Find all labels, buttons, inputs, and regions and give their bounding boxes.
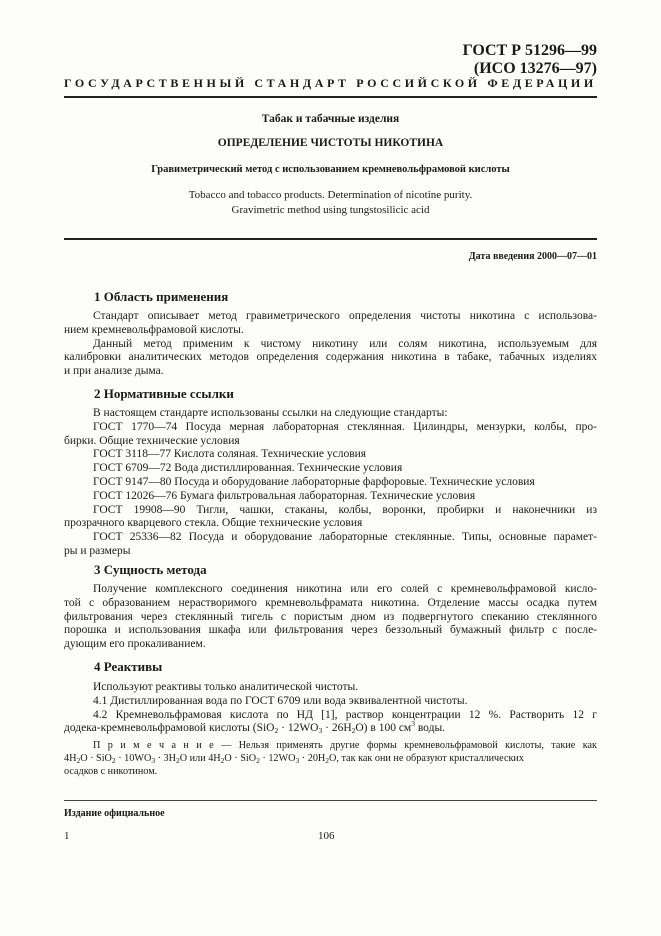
section-1-line: калибровки аналитических методов определения содержания никотина в табаке, табачных изделиях xyxy=(64,351,597,364)
note-line xyxy=(64,739,597,752)
section-4-line-formula xyxy=(64,719,597,736)
formula-text: · 12WO xyxy=(278,722,319,735)
doc-title-line1: Табак и табачные изделия xyxy=(261,113,400,125)
section-4-note xyxy=(64,739,597,778)
formula-text: воды. xyxy=(414,722,446,735)
note-line: осадков с никотином. xyxy=(64,766,158,777)
section-4-line: 4.1 Дистиллированная вода по ГОСТ 6709 или вода эквивалентной чистоты. xyxy=(93,694,468,707)
standard-number-gost: ГОСТ Р 51296—99 xyxy=(462,42,597,59)
section-4-heading: 4 Реактивы xyxy=(94,659,163,674)
section-2-line: ры и размеры xyxy=(64,544,131,557)
introduction-date: Дата введения 2000—07—01 xyxy=(468,251,597,262)
subscript: 2 xyxy=(176,756,180,765)
formula-text: O или 4H xyxy=(179,753,221,764)
subscript: 2 xyxy=(111,756,116,765)
note-label: П р и м е ч а н и е — xyxy=(93,740,239,751)
formula-text: · 26H xyxy=(322,722,352,735)
state-standard-title: ГОСУДАРСТВЕННЫЙ СТАНДАРТ РОССИЙСКОЙ ФЕДЕРАЦИИ xyxy=(64,76,597,90)
section-1-body xyxy=(64,310,597,379)
doc-title-line3: Гравиметрический метод с использованием кремневольфрамовой кислоты xyxy=(151,164,510,175)
note-line-formula xyxy=(64,752,597,765)
superscript: 3 xyxy=(411,719,415,729)
section-2-line: ГОСТ 19908—90 Тигли, чашки, стаканы, колбы, воронки, пробирки и наконечники из xyxy=(93,503,597,516)
subscript: 2 xyxy=(256,756,260,765)
subscript: 3 xyxy=(318,726,323,736)
section-2-line: ГОСТ 6709—72 Вода дистиллированная. Технические условия xyxy=(93,462,403,475)
section-1-line: Стандарт описывает метод гравиметрического определения чистоты никотина с использова- xyxy=(93,310,597,322)
section-2-line: ГОСТ 12026—76 Бумага фильтровальная лабораторная. Технические условия xyxy=(93,489,476,502)
section-4-body xyxy=(64,681,597,736)
note-text: Нельзя применять другие формы кремневольфрамовой кислоты, такие как xyxy=(238,740,597,751)
section-2-line: ГОСТ 3118—77 Кислота соляная. Технические условия xyxy=(93,448,367,461)
standard-number xyxy=(397,42,597,78)
header-rule xyxy=(64,96,597,98)
section-3-line: фильтрования через стеклянный тигель с пористым дном из подвергнутого спеканию стеклянного xyxy=(64,610,597,623)
section-1-line: Данный метод применим к чистому никотину или солям никотина, используемым для xyxy=(93,337,597,350)
subscript: 2 xyxy=(76,756,81,765)
formula-text: O) в 100 см xyxy=(355,722,412,735)
doc-title-english xyxy=(64,188,597,218)
formula-text: · 3H xyxy=(155,753,176,764)
section-3-line: порошка и использования шкафа или фильтрования через беззольный бумажный фильтр с после- xyxy=(64,624,597,637)
section-2-heading: 2 Нормативные ссылки xyxy=(94,386,234,401)
subscript: 3 xyxy=(151,756,156,765)
footer-rule xyxy=(64,800,597,801)
official-edition-label: Издание официальное xyxy=(64,808,165,819)
subscript: 2 xyxy=(220,756,225,765)
section-2-line: ГОСТ 9147—80 Посуда и оборудование лабораторные фарфоровые. Технические условия xyxy=(93,475,535,488)
standard-number-iso: (ИСО 13276—97) xyxy=(473,60,597,77)
page-number-center: 106 xyxy=(318,830,335,842)
subscript: 2 xyxy=(325,756,330,765)
formula-text: O · SiO xyxy=(224,753,257,764)
section-3-heading: 3 Сущность метода xyxy=(94,562,207,577)
section-3-body xyxy=(64,583,597,652)
section-2-line: В настоящем стандарте использованы ссылки на следующие стандарты: xyxy=(93,407,448,419)
section-3-line: той с образованием нерастворимого кремневольфрамата никотина. Отделение массы осадка путем xyxy=(64,596,597,609)
section-2-line: ГОСТ 1770—74 Посуда мерная лабораторная стеклянная. Цилиндры, мензурки, колбы, про- xyxy=(93,420,597,433)
doc-title-english-line2: Gravimetric method using tungstosilicic acid xyxy=(231,204,430,216)
formula-text: · 20H xyxy=(299,753,326,764)
formula-text: додека-кремневольфрамовой кислоты (SiO xyxy=(64,722,275,735)
formula-text: O, так как они не образуют кристаллических xyxy=(329,753,524,764)
section-1-heading: 1 Область применения xyxy=(94,289,229,304)
section-4-line: Используют реактивы только аналитической чистоты. xyxy=(93,681,359,693)
section-3-line: дующим его прокаливанием. xyxy=(64,638,206,651)
doc-title-line2: ОПРЕДЕЛЕНИЕ ЧИСТОТЫ НИКОТИНА xyxy=(217,137,444,149)
section-3-line: Получение комплексного соединения никотина или его солей с кремневольфрамовой кисло- xyxy=(93,583,597,595)
subscript: 2 xyxy=(351,726,356,736)
section-2-body xyxy=(64,407,597,559)
subscript: 2 xyxy=(274,726,279,736)
section-1-line: и при анализе дыма. xyxy=(64,365,164,378)
formula-text: 4H xyxy=(64,753,77,764)
section-2-line: ГОСТ 25336—82 Посуда и оборудование лабораторные стеклянные. Типы, основные парамет- xyxy=(93,531,597,544)
formula-text: · 10WO xyxy=(115,753,152,764)
formula-text: · 12WO xyxy=(259,753,296,764)
section-2-line: бирки. Общие технические условия xyxy=(64,434,240,447)
section-4-line: 4.2 Кремневольфрамовая кислота по НД [1], раствор концентрации 12 %. Растворить 12 г xyxy=(93,708,597,721)
page-number-left: 1 xyxy=(64,830,70,842)
doc-title-english-line1: Tobacco and tobacco products. Determination of nicotine purity. xyxy=(188,189,473,201)
title-rule xyxy=(64,238,597,240)
section-1-line: нием кремневольфрамовой кислоты. xyxy=(64,323,244,336)
subscript: 3 xyxy=(295,756,300,765)
formula-text: O · SiO xyxy=(80,753,112,764)
section-2-line: прозрачного кварцевого стекла. Общие технические условия xyxy=(64,517,363,530)
